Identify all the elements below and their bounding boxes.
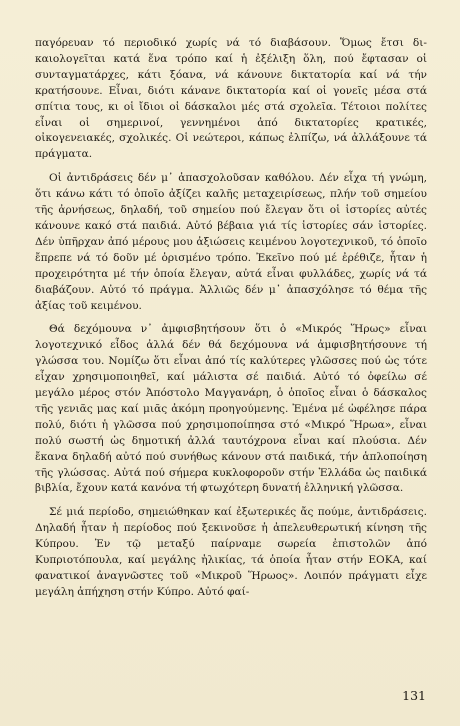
paragraph-4: Σέ μιά περίοδο, σημειώθηκαν καί ἐξωτερικές ἄς πούμε, ἀντιδράσεις. Δηλαδή ἦταν ἡ περίοδος πού ξεκινοῦσε ἡ ἀπελευθερωτική κίνηση τῆς Κύπρου. Ἐν τῷ μεταξύ παίρναμε σωρεία ἐπιστολῶν ἀπό Κυπριοτόπουλα, καί μεγάλης ἡλικίας, τά ὁποία ἦταν στήν ΕΟΚΑ, καί φανατικοί ἀναγνῶστες τοῦ «Μικροῦ Ἥρωος». Λοιπόν πράγματι εἶχε μεγάλη ἀπήχηση στήν Κύπρο. Αὐτό φαί-: [35, 506, 427, 598]
paragraph-1: παγόρευαν τό περιοδικό χωρίς νά τό διαβάσουν. Ὅμως ἔτσι δικαιολογεῖται κατά ἕνα τρόπο καί ἡ ἐξέλιξη ὅλη, πού ἔφτασαν οἱ συνταγματάρχες, κάτι ξόανα, νά κάνουνε δικτατορία καί νά τήν κρατήσουνε. Εἶναι, διότι κάνανε δικτατορία καί οἱ γονεῖς μέσα στά σπίτια τους, κι οἱ ἴδιοι οἱ δάσκαλοι μές στά σχολεῖα. Τέτοιοι πολίτες εἶναι οἱ σημερινοί, γεννημένοι ἀπό δικτατορίες κρατικές, οἰκογενειακές, σχολικές. Οἱ νεώτεροι, κάπως ἐλπίζω, νά ἀλλάξουνε τά πράγματα.: [35, 37, 427, 161]
paragraph-2: Οἱ ἀντιδράσεις δέν μ᾽ ἀπασχολοῦσαν καθόλου. Δέν εἶχα τή γνώμη, ὅτι κάνω κάτι τό ὁποῖο ἀξίζει καλῆς μεταχειρίσεως, πλήν τοῦ σημείου τῆς ἀρνήσεως, δηλαδή, τοῦ σημείου πού ἔλεγαν ὅτι οἱ ἱστορίες αὐτές κάνουνε κακό στά παιδιά. Αὐτό βέβαια γιά τίς ἱστορίες σάν ἱστορίες. Δέν ὑπῆρχαν ἀπό μέρους μου ἀξιώσεις κειμένου λογοτεχνικοῦ, τό ὁποῖο ἔπρεπε νά τό δοῦν μέ ὁρισμένο τρόπο. Ἐκεῖνο πού μέ ἐρέθιζε, ἦταν ἡ προχειρότητα μέ τήν ὁποία ἔλεγαν, αὐτά εἶναι φυλλάδες, χωρίς νά τά διαβάζουν. Αὐτό τό πράγμα. Ἀλλιῶς δέν μ᾽ ἀπασχόλησε τό θέμα τῆς ἀξίας τοῦ κειμένου.: [35, 172, 427, 312]
page-number: 131: [402, 688, 426, 703]
paragraph-3: Θά δεχόμουνα ν᾽ ἀμφισβητήσουν ὅτι ὁ «Μικρός Ἥρως» εἶναι λογοτεχνικό εἶδος ἀλλά δέν θά δεχόμουνα νά ἀμφισβητήσουνε τή γλώσσα του. Νομίζω ὅτι εἶναι ἀπό τίς καλύτερες γλῶσσες πού ὡς τότε εἶχαν χρησιμοποιηθεῖ, καί μάλιστα σέ παιδιά. Αὐτό τό ὀφείλω σέ μεγάλο μέρος στόν Ἀπόστολο Μαγγανάρη, ὁ ὁποῖος εἶναι ὁ δάσκαλος τῆς γενιᾶς μας καί μιᾶς ἀκόμη προηγούμενης. Ἐμένα μέ ὠφέλησε πάρα πολύ, διότι ἡ γλῶσσα πού χρησιμοποίπησα στό «Μικρό Ἥρωα», εἶναι πολύ σωστή ὡς δημοτική ἀλλά ταυτόχρονα εἶναι καί πλούσια. Δέν ἔκανα δηλαδή αὐτό πού συνήθως κάνουν στά παιδικά, τήν ἁπλοποίηση τῆς γλώσσας. Αὐτά πού σήμερα κυκλοφοροῦν στήν Ἑλλάδα ὡς παιδικά βιβλία, ἔχουν κατά κανόνα τή φτωχότερη δυνατή ἑλληνική γλῶσσα.: [35, 323, 427, 495]
body-text: [35, 36, 427, 601]
